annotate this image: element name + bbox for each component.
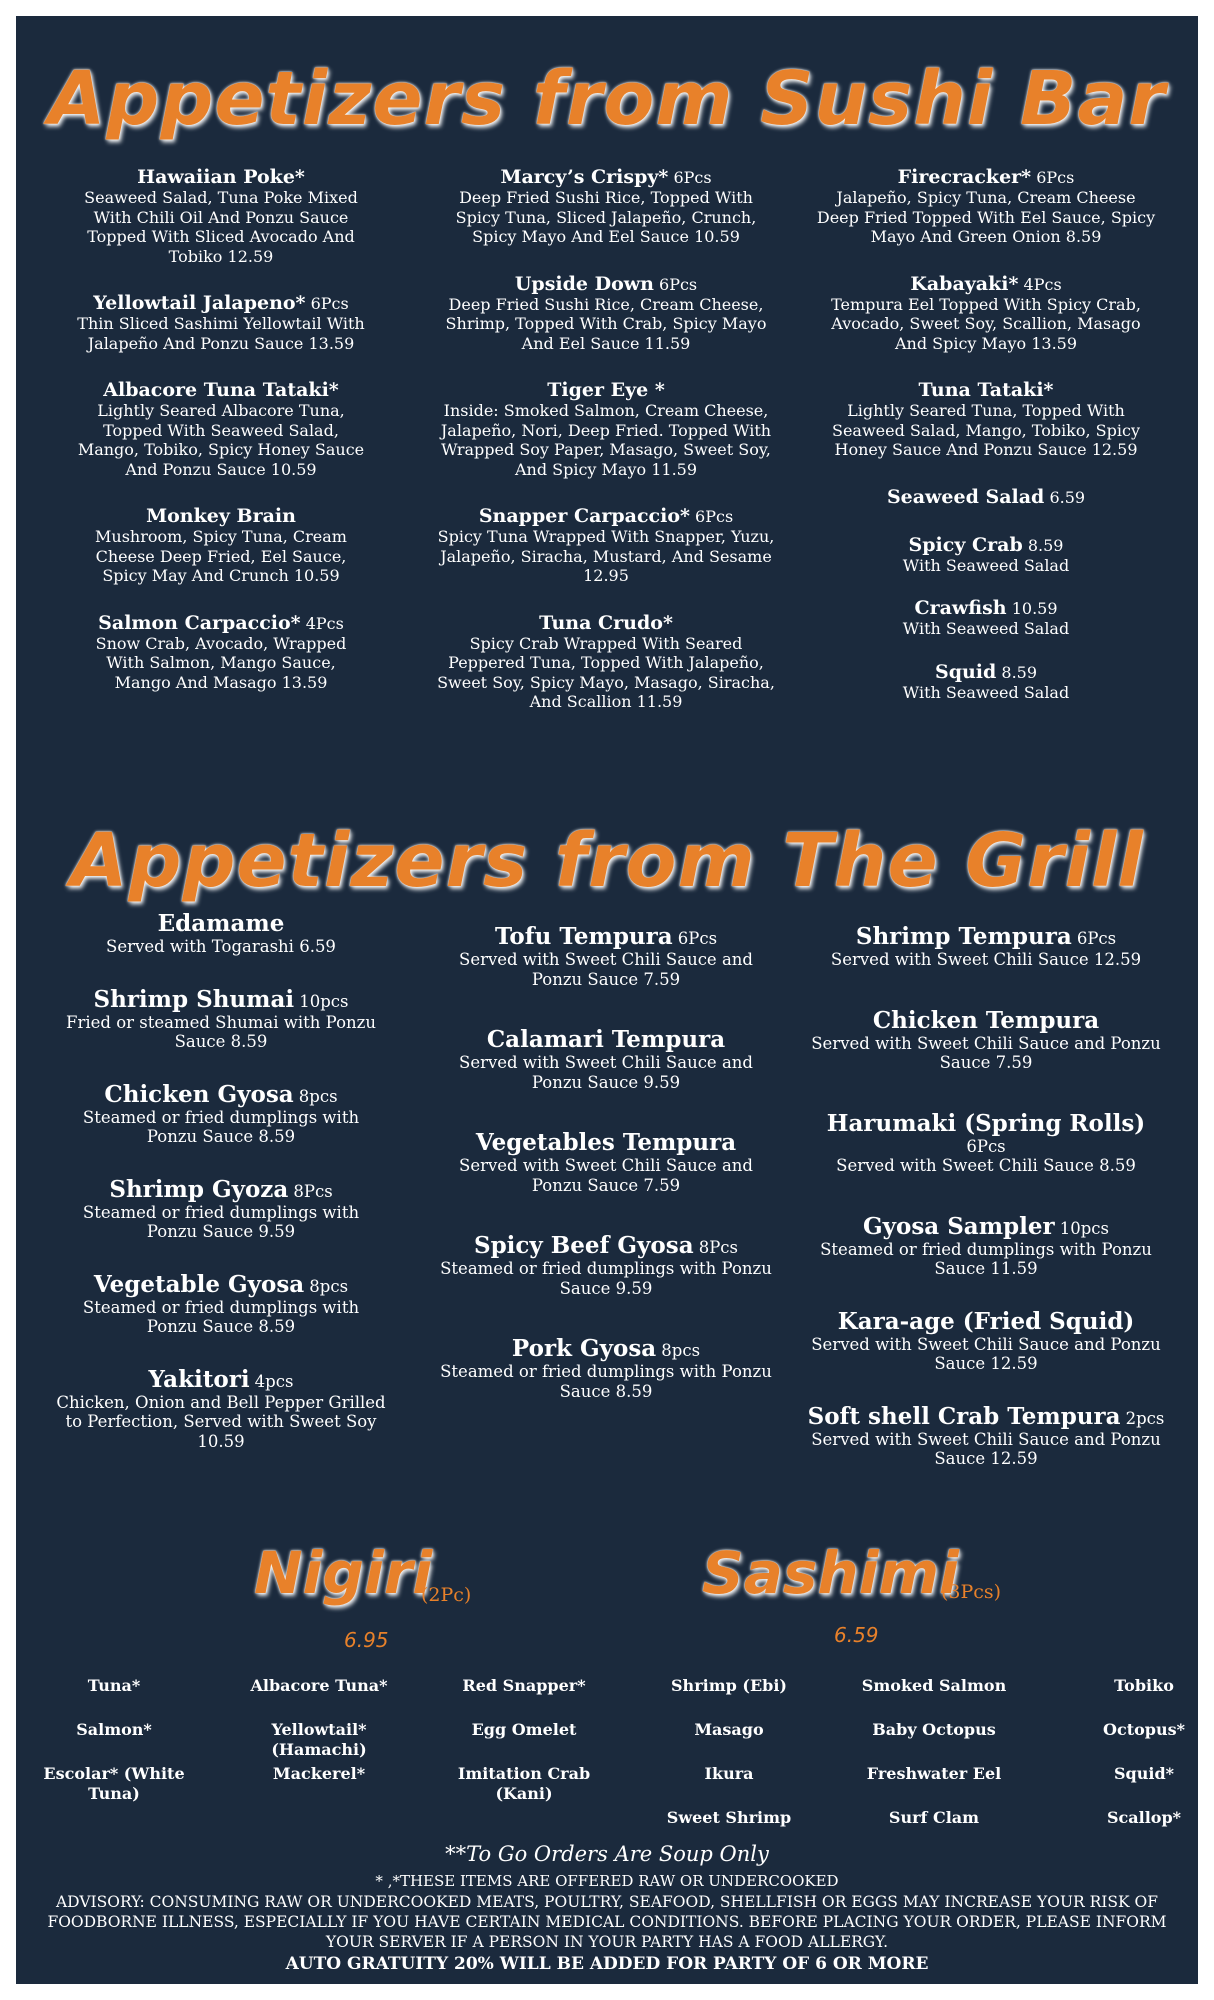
item-name: Crawfish	[914, 597, 1007, 619]
fish-item: Ikura	[704, 1764, 754, 1783]
item-price: 6Pcs	[1076, 929, 1117, 948]
item-description: Steamed or fried dumplings with Ponzu Sauce 8.59	[82, 1107, 360, 1146]
item-price: 6.59	[1049, 487, 1086, 507]
item-description: With Seaweed Salad	[902, 555, 1070, 575]
fish-item: Salmon*	[76, 1720, 152, 1739]
item-price: 8Pcs	[293, 1181, 333, 1201]
menu-item	[436, 924, 776, 989]
item-description: Served with Sweet Chili Sauce and Ponzu Sauce 9.59	[459, 1053, 753, 1092]
item-description: Served with Sweet Chili Sauce 8.59	[836, 1156, 1136, 1175]
sashimi-count: (3Pcs)	[941, 1581, 1002, 1603]
fish-item: Shrimp (Ebi)	[671, 1676, 787, 1695]
menu-item	[56, 1272, 386, 1337]
nigiri-price: 6.95	[344, 1628, 389, 1652]
item-description: Steamed or fried dumplings with Ponzu Sauce 9.59	[440, 1259, 772, 1298]
fish-item: Masago	[694, 1720, 764, 1739]
item-name: Gyosa Sampler	[862, 1212, 1055, 1240]
menu-item	[436, 1130, 776, 1195]
item-description: Steamed or fried dumplings with Ponzu Sauce 8.59	[440, 1362, 772, 1401]
item-description: Chicken, Onion and Bell Pepper Grilled to Perfection, Served with Sweet Soy 10.59	[56, 1392, 386, 1451]
item-description: Thin Sliced Sashimi Yellowtail With Jalapeño And Ponzu Sauce 13.59	[77, 314, 365, 353]
menu-item	[816, 534, 1156, 576]
item-description: Fried or steamed Shumai with Ponzu Sauce 8.59	[66, 1012, 376, 1051]
menu-item	[436, 379, 776, 479]
item-name: Vegetable Gyosa	[93, 1270, 305, 1298]
item-description: Served with Sweet Chili Sauce and Ponzu Sauce 7.59	[811, 1033, 1161, 1072]
item-name: Salmon Carpaccio*	[98, 611, 301, 634]
menu-item	[76, 612, 366, 693]
item-description: Served with Sweet Chili Sauce and Ponzu Sauce 12.59	[811, 1429, 1161, 1468]
item-price: 10.59	[1011, 599, 1058, 618]
menu-item	[816, 661, 1156, 703]
fish-item: Egg Omelet	[471, 1720, 577, 1739]
item-price: 8pcs	[298, 1086, 338, 1106]
item-price: 6Pcs	[310, 294, 349, 313]
fish-item: Mackerel*	[272, 1764, 366, 1783]
item-name: Vegetables Tempura	[475, 1129, 737, 1156]
item-price: 6Pcs	[966, 1136, 1006, 1156]
fish-item: Baby Octopus	[872, 1720, 996, 1739]
fish-item: Squid*	[1113, 1764, 1174, 1783]
menu-item	[56, 911, 386, 957]
menu-item	[436, 612, 776, 712]
item-description: Served with Sweet Chili Sauce and Ponzu Sauce 7.59	[459, 1156, 753, 1195]
menu-item	[816, 379, 1156, 460]
item-name: Yellowtail Jalapeno*	[93, 292, 306, 314]
menu-item	[806, 1309, 1166, 1374]
item-name: Yakitori	[148, 1365, 250, 1393]
item-description: Seaweed Salad, Tuna Poke Mixed With Chili Oil And Ponzu Sauce Topped With Sliced Avocado And Tobiko 12.59	[84, 188, 358, 266]
item-description: With Seaweed Salad	[902, 682, 1070, 702]
item-description: Steamed or fried dumplings with Ponzu Sauce 8.59	[82, 1297, 360, 1336]
advisory-note: ADVISORY: CONSUMING RAW OR UNDERCOOKED MEATS, POULTRY, SEAFOOD, SHELLFISH OR EGGS MAY INCREASE YOUR RISK OF FOODBORNE ILLNESS, ESPECIALLY IF YOU HAVE CERTAIN MEDICAL CONDITIONS. BEFORE PLACING YOUR ORDER, PLEASE INFORM YOUR SERVER IF A PERSON IN YOUR PARTY HAS A FOOD ALLERGY.	[47, 1893, 1167, 1951]
item-name: Firecracker*	[897, 166, 1032, 188]
fish-item: Yellowtail* (Hamachi)	[271, 1720, 367, 1759]
fish-item: Smoked Salmon	[861, 1676, 1007, 1695]
item-name: Hawaiian Poke*	[137, 166, 305, 188]
item-price: 6Pcs	[695, 507, 734, 526]
raw-note: * ,*THESE ITEMS ARE OFFERED RAW OR UNDERCOOKED	[375, 1872, 839, 1890]
item-price: 8.59	[1001, 662, 1038, 682]
nigiri-heading: Nigiri	[254, 1539, 433, 1607]
fish-item: Octopus*	[1103, 1720, 1185, 1739]
nigiri-count: (2Pc)	[421, 1584, 472, 1606]
menu-item	[76, 166, 366, 266]
item-description: Inside: Smoked Salmon, Cream Cheese, Jalapeño, Nori, Deep Fried. Topped With Wrapped Soy Paper, Masago, Sweet Soy, And Spicy Mayo 11.59	[440, 401, 772, 479]
menu-page	[16, 16, 1198, 1984]
menu-item	[816, 597, 1156, 639]
menu-item	[806, 1214, 1166, 1279]
item-name: Seaweed Salad	[886, 485, 1045, 508]
fish-item: Escolar* (White Tuna)	[43, 1764, 185, 1803]
fish-item: Albacore Tuna*	[250, 1676, 388, 1695]
item-name: Soft shell Crab Tempura	[807, 1402, 1121, 1430]
grill-column-1	[56, 911, 386, 1451]
item-price: 6Pcs	[659, 274, 698, 294]
grill-column-2	[436, 924, 776, 1401]
item-description: Deep Fried Sushi Rice, Topped With Spicy Tuna, Sliced Jalapeño, Crunch, Spicy Mayo And Eel Sauce 10.59	[455, 188, 757, 246]
item-price: 10pcs	[1059, 1218, 1109, 1238]
item-description: Served with Sweet Chili Sauce 12.59	[830, 950, 1142, 969]
item-description: Served with Togarashi 6.59	[106, 937, 336, 956]
menu-item	[816, 486, 1156, 508]
fish-item: Red Snapper*	[462, 1676, 586, 1695]
item-name: Shrimp Tempura	[855, 923, 1072, 950]
menu-item	[56, 987, 386, 1052]
item-description: Steamed or fried dumplings with Ponzu Sauce 9.59	[82, 1202, 360, 1241]
sashimi-price: 6.59	[834, 1623, 879, 1647]
item-price: 4Pcs	[1023, 274, 1062, 294]
sushi-column-2	[436, 166, 776, 712]
item-description: Lightly Seared Tuna, Topped With Seaweed Salad, Mango, Tobiko, Spicy Honey Sauce And Ponzu Sauce 12.59	[831, 401, 1140, 459]
sushi-column-3	[816, 166, 1156, 702]
item-name: Harumaki (Spring Rolls)	[826, 1109, 1146, 1137]
fish-item: Scallop*	[1106, 1808, 1182, 1827]
item-name: Upside Down	[514, 272, 654, 295]
item-price: 6Pcs	[673, 168, 712, 187]
item-name: Tofu Tempura	[494, 923, 673, 950]
menu-item	[436, 1233, 776, 1298]
item-name: Chicken Gyosa	[104, 1080, 294, 1108]
menu-item	[806, 1111, 1166, 1176]
sushi-bar-heading: Appetizers from Sushi Bar	[48, 56, 1166, 142]
item-name: Marcy’s Crispy*	[500, 166, 669, 188]
menu-item	[806, 1404, 1166, 1469]
item-description: Snow Crab, Avocado, Wrapped With Salmon, Mango Sauce, Mango And Masago 13.59	[95, 633, 347, 692]
item-name: Spicy Beef Gyosa	[473, 1232, 694, 1259]
item-name: Chicken Tempura	[872, 1006, 1100, 1034]
menu-item	[76, 379, 366, 479]
item-name: Tuna Tataki*	[918, 379, 1054, 401]
item-description: Served with Sweet Chili Sauce and Ponzu Sauce 7.59	[459, 950, 753, 989]
item-price: 8pcs	[661, 1341, 701, 1360]
item-name: Snapper Carpaccio*	[478, 505, 690, 527]
item-price: 4pcs	[254, 1371, 294, 1391]
fish-item: Freshwater Eel	[866, 1764, 1002, 1783]
menu-item	[436, 1027, 776, 1092]
fish-item: Sweet Shrimp	[666, 1808, 792, 1827]
item-price: 10pcs	[299, 991, 349, 1011]
item-price: 8pcs	[309, 1276, 349, 1296]
fish-item: Surf Clam	[888, 1808, 980, 1827]
item-price: 6Pcs	[1036, 168, 1075, 187]
fish-item: Tobiko	[1114, 1676, 1174, 1695]
item-description: Deep Fried Sushi Rice, Cream Cheese, Shrimp, Topped With Crab, Spicy Mayo And Eel Sauce 11.59	[445, 294, 767, 353]
menu-item	[436, 505, 776, 586]
menu-item	[816, 166, 1156, 247]
item-description: Lightly Seared Albacore Tuna, Topped With Seaweed Salad, Mango, Tobiko, Spicy Honey Sauce And Ponzu Sauce 10.59	[77, 401, 365, 479]
item-description: Spicy Crab Wrapped With Seared Peppered Tuna, Topped With Jalapeño, Sweet Soy, Spicy Mayo, Masago, Siracha, And Scallion 11.59	[437, 633, 775, 711]
menu-item	[816, 273, 1156, 354]
menu-item	[436, 1336, 776, 1401]
menu-item	[56, 1082, 386, 1147]
item-price: 8.59	[1027, 535, 1064, 555]
fish-item: Tuna*	[87, 1676, 141, 1695]
sushi-column-1	[76, 166, 366, 692]
item-price: 2pcs	[1125, 1408, 1165, 1428]
item-name: Shrimp Shumai	[93, 985, 295, 1013]
item-description: Jalapeño, Spicy Tuna, Cream Cheese Deep Fried Topped With Eel Sauce, Spicy Mayo And Green Onion 8.59	[816, 188, 1156, 246]
menu-item	[436, 166, 776, 247]
menu-item	[56, 1367, 386, 1452]
item-name: Pork Gyosa	[511, 1335, 657, 1362]
fish-item: Imitation Crab (Kani)	[457, 1764, 591, 1803]
item-price: 4Pcs	[305, 613, 344, 633]
item-description: With Seaweed Salad	[902, 619, 1070, 638]
menu-item	[56, 1177, 386, 1242]
item-name: Edamame	[157, 910, 285, 937]
item-name: Kara-age (Fried Squid)	[837, 1307, 1135, 1335]
item-description: Spicy Tuna Wrapped With Snapper, Yuzu, Jalapeño, Siracha, Mustard, And Sesame 12.95	[437, 527, 775, 585]
menu-item	[806, 1008, 1166, 1073]
grill-column-3	[806, 924, 1166, 1469]
item-name: Calamari Tempura	[486, 1026, 726, 1053]
menu-item	[436, 273, 776, 354]
item-description: Mushroom, Spicy Tuna, Cream Cheese Deep Fried, Eel Sauce, Spicy May And Crunch 10.59	[95, 527, 347, 585]
item-name: Shrimp Gyoza	[109, 1175, 289, 1203]
item-description: Steamed or fried dumplings with Ponzu Sauce 11.59	[820, 1239, 1152, 1278]
item-description: Tempura Eel Topped With Spicy Crab, Avocado, Sweet Soy, Scallion, Masago And Spicy Mayo 13.59	[831, 294, 1141, 353]
sashimi-heading: Sashimi	[702, 1539, 959, 1607]
item-name: Monkey Brain	[146, 505, 296, 527]
grill-heading: Appetizers from The Grill	[70, 818, 1144, 904]
item-description: Served with Sweet Chili Sauce and Ponzu Sauce 12.59	[811, 1334, 1161, 1373]
item-name: Spicy Crab	[908, 533, 1023, 556]
item-price: 8Pcs	[698, 1238, 739, 1257]
item-price: 6Pcs	[677, 929, 718, 948]
menu-item	[76, 292, 366, 353]
item-name: Kabayaki*	[910, 272, 1019, 295]
to-go-note: **To Go Orders Are Soup Only	[445, 1842, 769, 1866]
item-name: Tiger Eye *	[547, 379, 665, 401]
gratuity-note: AUTO GRATUITY 20% WILL BE ADDED FOR PARTY OF 6 OR MORE	[285, 1954, 929, 1974]
item-name: Albacore Tuna Tataki*	[103, 379, 339, 401]
item-name: Tuna Crudo*	[539, 611, 673, 634]
menu-item	[806, 924, 1166, 970]
menu-item	[76, 505, 366, 586]
item-name: Squid	[934, 660, 997, 683]
